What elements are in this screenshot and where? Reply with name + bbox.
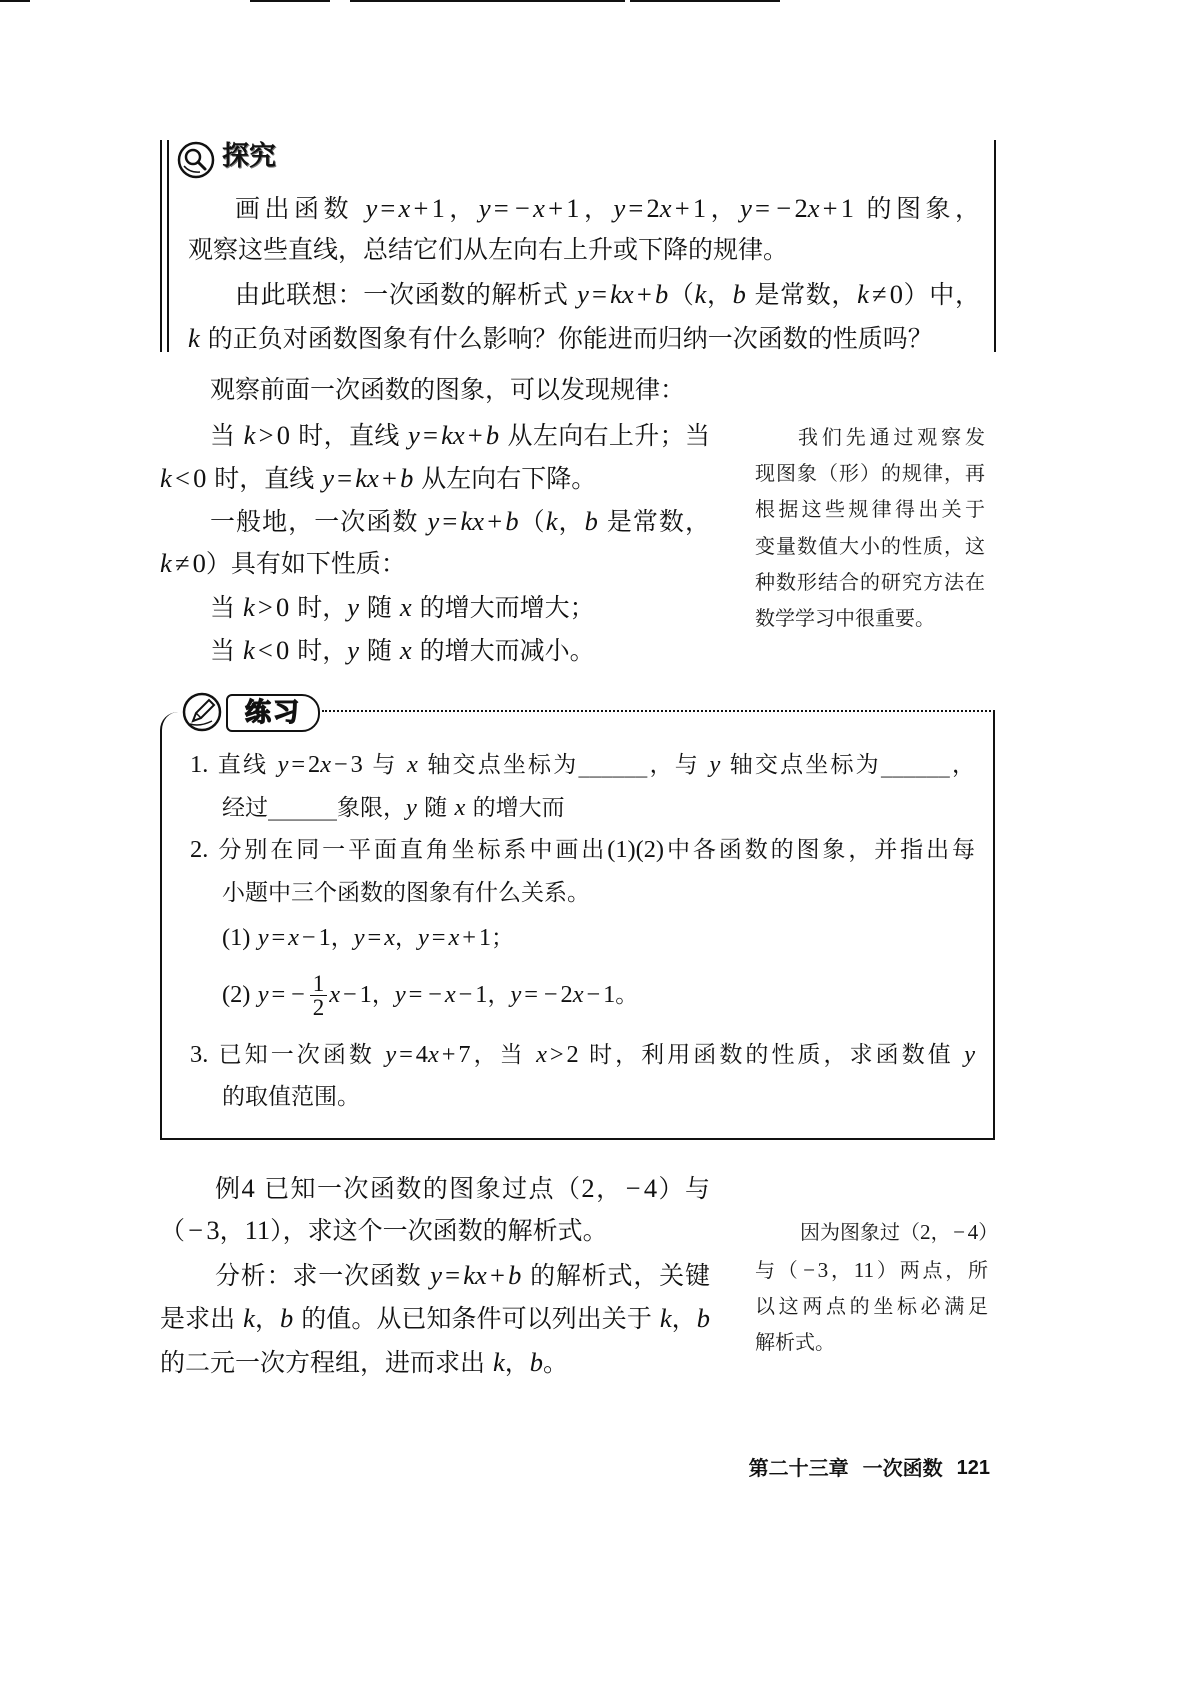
math-operator: + — [487, 506, 503, 536]
math-number: 4 — [643, 1173, 658, 1203]
fraction-numerator: 1 — [312, 971, 325, 996]
body-line: 观察前面一次函数的图象，可以发现规律： — [210, 375, 686, 404]
math-number: 0 — [889, 279, 903, 309]
math-number: 0 — [193, 463, 207, 493]
math-number: (2) — [222, 980, 251, 1008]
margin-note-line: 现图象（形）的规律，再 — [755, 461, 985, 485]
explore-icon — [176, 140, 216, 180]
math-operator: = — [493, 193, 509, 223]
math-operator: = — [291, 751, 306, 778]
property-decreasing: 当 k < 0 时，y 随 x 的增大而减小。 — [210, 635, 595, 665]
math-number: 1 — [475, 980, 488, 1008]
math-variable: y — [385, 1041, 397, 1068]
math-variable: y — [418, 924, 429, 951]
math-variable: b — [584, 506, 598, 536]
math-variable: y — [964, 1041, 976, 1068]
math-variable: x — [320, 751, 332, 778]
math-operator: = — [755, 193, 770, 223]
chapter-label: 第二十三章 — [748, 1456, 849, 1480]
math-operator: − — [543, 980, 558, 1008]
math-variable: kx — [441, 420, 465, 450]
math-number: 11 — [853, 1258, 875, 1282]
math-operator: = — [271, 924, 286, 951]
analysis-line: 的二元一次方程组，进而求出 k，b。 — [160, 1347, 568, 1377]
math-operator: ≠ — [872, 279, 887, 309]
math-variable: b — [529, 1347, 543, 1377]
math-variable: x — [572, 980, 584, 1008]
explore-box-left-rule-inner — [167, 140, 169, 352]
margin-note-line: 种数形结合的研究方法在 — [755, 570, 985, 594]
math-operator: − — [803, 1258, 816, 1282]
math-number: 3 — [350, 751, 363, 778]
exercise-item-2: 2. 分别在同一平面直角坐标系中画出(1)(2)中各函数的图象，并指出每 — [190, 836, 976, 863]
math-variable: b — [485, 420, 500, 450]
math-variable: y — [365, 193, 378, 223]
math-variable: x — [427, 1041, 439, 1068]
math-variable: k — [243, 1303, 255, 1333]
math-number: 0 — [276, 420, 290, 450]
math-operator: − — [301, 924, 316, 951]
math-variable: x — [288, 924, 299, 951]
margin-note-line: 以这两点的坐标必满足 — [755, 1294, 988, 1318]
math-operator: = — [337, 463, 353, 493]
math-number: 1 — [318, 924, 331, 951]
margin-note-line: 数学学习中很重要。 — [755, 606, 935, 630]
math-operator: + — [674, 193, 690, 223]
exercise-item-2-part-1: (1) y = x − 1，y = x，y = x + 1； — [222, 924, 515, 951]
math-number: 3 — [817, 1258, 829, 1282]
math-variable: k — [857, 279, 869, 309]
math-variable: x — [448, 924, 460, 951]
math-variable: kx — [463, 1260, 487, 1290]
math-operator: = — [399, 1041, 413, 1068]
math-operator: + — [548, 193, 564, 223]
math-variable: x — [399, 592, 412, 622]
math-operator: = — [408, 980, 423, 1008]
explore-title: 探究 — [222, 141, 276, 172]
math-variable: x — [407, 751, 418, 778]
math-variable: y — [347, 635, 359, 665]
math-number: (1) — [222, 924, 251, 951]
math-number: 2 — [308, 751, 321, 778]
math-variable: y — [408, 420, 420, 450]
math-variable: y — [277, 751, 289, 778]
math-variable: k — [188, 323, 200, 353]
math-operator: = — [592, 279, 607, 309]
math-operator: + — [467, 420, 483, 450]
page-footer — [749, 1455, 990, 1481]
math-variable: y — [613, 193, 626, 223]
math-variable: y — [394, 980, 406, 1008]
math-variable: b — [400, 463, 414, 493]
math-number: 0 — [276, 635, 290, 665]
math-variable: k — [243, 420, 256, 450]
math-operator: = — [431, 924, 446, 951]
exercise-item-1-cont: 经过______象限，y 随 x 的增大而 — [222, 794, 565, 821]
math-variable: y — [510, 980, 522, 1008]
math-operator: = — [445, 1260, 461, 1290]
math-number: 4 — [415, 1041, 428, 1068]
math-variable: x — [384, 924, 396, 951]
math-operator: + — [462, 924, 476, 951]
math-variable: y — [322, 463, 334, 493]
exercise-item-2-cont: 小题中三个函数的图象有什么关系。 — [222, 880, 590, 906]
math-number: 2 — [566, 1041, 579, 1068]
math-variable: x — [536, 1041, 547, 1068]
math-number: 2. — [190, 836, 209, 863]
math-number: 2 — [646, 193, 660, 223]
scan-artifact-line — [350, 0, 625, 2]
math-variable: kx — [355, 463, 379, 493]
part-2-suffix: x − 1，y = − x − 1，y = − 2x − 1。 — [329, 980, 639, 1008]
math-operator: = — [524, 980, 538, 1008]
math-operator: − — [586, 980, 601, 1008]
math-variable: kx — [460, 506, 485, 536]
math-number: 4 — [241, 1173, 255, 1203]
math-operator: = — [442, 506, 458, 536]
scan-artifact-line — [630, 0, 780, 2]
margin-note-line: 解析式。 — [755, 1330, 835, 1354]
math-variable: b — [508, 1260, 522, 1290]
math-operator: > — [549, 1041, 564, 1068]
math-operator: + — [490, 1260, 505, 1290]
part-2-prefix — [222, 982, 308, 1008]
math-operator: − — [333, 751, 348, 778]
math-variable: x — [399, 635, 412, 665]
math-operator: > — [257, 592, 273, 622]
math-variable: y — [430, 1260, 442, 1290]
math-operator: > — [258, 420, 274, 450]
math-operator: + — [822, 193, 838, 223]
margin-note-line: 变量数值大小的性质，这 — [755, 534, 985, 558]
explore-box-left-rule — [160, 140, 162, 352]
math-variable: y — [577, 279, 589, 309]
math-number: 2 — [920, 1220, 931, 1244]
math-number: (1)(2) — [607, 836, 665, 863]
margin-note-line: 与（ − 3，11）两点，所 — [755, 1258, 989, 1282]
analysis-line: 分析：求一次函数 y = kx + b 的解析式，关键 — [215, 1260, 710, 1290]
example-line: 例4 已知一次函数的图象过点（2， − 4）与 — [215, 1173, 710, 1203]
math-variable: k — [659, 1303, 672, 1333]
explore-line: 画出函数 y = x + 1，y = − x + 1，y = 2x + 1，y = − 2x + 1 的图象， — [235, 193, 980, 223]
math-operator: − — [188, 1215, 204, 1245]
math-operator: − — [953, 1220, 966, 1244]
math-operator: = — [271, 980, 286, 1008]
property-increasing: 当 k > 0 时，y 随 x 的增大而增大； — [210, 592, 595, 622]
math-variable: y — [353, 924, 365, 951]
body-line: 一般地，一次函数 y = kx + b（k，b 是常数， — [210, 506, 710, 536]
math-variable: y — [740, 193, 752, 223]
margin-note-line: 我们先通过观察发 — [798, 425, 985, 449]
math-variable: y — [347, 592, 359, 622]
math-variable: k — [545, 506, 558, 536]
math-variable: b — [505, 506, 519, 536]
body-line: 当 k > 0 时，直线 y = kx + b 从左向右上升；当 — [210, 420, 710, 450]
math-variable: y — [709, 751, 721, 778]
math-operator: − — [343, 980, 357, 1008]
math-variable: kx — [610, 279, 634, 309]
math-variable: b — [696, 1303, 710, 1333]
math-operator: + — [441, 1041, 456, 1068]
math-variable: y — [257, 924, 269, 951]
math-number: 0 — [192, 548, 206, 578]
math-operator: − — [428, 980, 442, 1008]
math-variable: x — [398, 193, 411, 223]
math-operator: < — [257, 635, 273, 665]
body-line: k < 0 时，直线 y = kx + b 从左向右下降。 — [160, 463, 597, 493]
math-variable: k — [242, 635, 255, 665]
math-variable: y — [478, 193, 491, 223]
math-variable: y — [257, 980, 269, 1008]
exercise-item-3-cont: 的取值范围。 — [222, 1084, 360, 1110]
math-variable: x — [329, 980, 341, 1008]
math-variable: x — [659, 193, 672, 223]
math-operator: = — [628, 193, 644, 223]
math-variable: k — [492, 1347, 505, 1377]
math-number: 1 — [431, 193, 445, 223]
math-number: 1 — [478, 924, 492, 951]
explore-line: 观察这些直线，总结它们从左向右上升或下降的规律。 — [188, 235, 789, 264]
math-number: 1 — [359, 980, 372, 1008]
math-variable: b — [732, 279, 746, 309]
math-variable: b — [654, 279, 669, 309]
math-number: 1 — [566, 193, 580, 223]
math-operator: − — [515, 193, 530, 223]
fraction-one-half — [310, 972, 328, 1019]
math-operator: − — [625, 1173, 641, 1203]
analysis-line: 是求出 k，b 的值。从已知条件可以列出关于 k，b — [160, 1303, 710, 1333]
chapter-title: 一次函数 — [862, 1456, 943, 1480]
math-operator: = — [422, 420, 438, 450]
math-number: 1 — [692, 193, 707, 223]
body-line: k ≠ 0）具有如下性质： — [160, 548, 406, 578]
math-number: 1 — [603, 980, 616, 1008]
exercise-title: 练习 — [226, 694, 320, 732]
exercise-header-rule — [322, 710, 995, 712]
math-operator: + — [381, 463, 397, 493]
math-variable: y — [406, 794, 417, 821]
fraction-denominator: 2 — [310, 995, 328, 1019]
math-number: 0 — [276, 592, 290, 622]
math-variable: k — [160, 463, 172, 493]
page-number: 121 — [956, 1457, 990, 1479]
math-operator: − — [291, 980, 305, 1008]
margin-note-line: 根据这些规律得出关于 — [755, 497, 985, 521]
math-variable: y — [427, 506, 440, 536]
exercise-item-2-part-2 — [222, 972, 638, 1019]
math-variable: x — [444, 980, 456, 1008]
exercise-item-1: 1. 直线 y = 2x − 3 与 x 轴交点坐标为______，与 y 轴交点坐标为______， — [190, 751, 976, 778]
scan-artifact-line — [250, 0, 330, 2]
math-number: 11 — [244, 1215, 271, 1245]
math-operator: + — [413, 193, 429, 223]
math-number: 3. — [190, 1041, 209, 1068]
math-number: 2 — [794, 193, 808, 223]
explore-line: k 的正负对函数图象有什么影响？你能进而归纳一次函数的性质吗？ — [188, 323, 933, 353]
pencil-icon — [180, 691, 224, 733]
math-operator: < — [174, 463, 190, 493]
math-number: 2 — [581, 1173, 595, 1203]
math-number: 7 — [458, 1041, 471, 1068]
math-operator: ≠ — [174, 548, 190, 578]
math-number: 4 — [967, 1220, 979, 1244]
example-line: （ − 3，11），求这个一次函数的解析式。 — [160, 1215, 608, 1245]
math-number: 1. — [190, 751, 209, 778]
explore-line: 由此联想：一次函数的解析式 y = kx + b（k，b 是常数，k ≠ 0）中， — [235, 279, 980, 309]
math-number: 2 — [560, 980, 573, 1008]
math-variable: k — [160, 548, 172, 578]
math-variable: k — [694, 279, 707, 309]
math-operator: − — [458, 980, 473, 1008]
math-operator: − — [776, 193, 792, 223]
scan-artifact-line — [0, 0, 30, 2]
math-variable: x — [454, 794, 466, 821]
math-variable: x — [533, 193, 545, 223]
math-variable: x — [807, 193, 820, 223]
math-operator: = — [380, 193, 396, 223]
math-number: 1 — [840, 193, 855, 223]
math-variable: k — [242, 592, 255, 622]
exercise-item-3: 3. 已知一次函数 y = 4x + 7，当 x > 2 时，利用函数的性质，求函数值 y — [190, 1041, 976, 1068]
math-operator: = — [367, 924, 382, 951]
explore-box-right-rule — [994, 140, 996, 352]
math-operator: + — [636, 279, 652, 309]
math-number: 3 — [206, 1215, 220, 1245]
math-variable: b — [280, 1303, 294, 1333]
margin-note-line: 因为图象过（2， − 4） — [800, 1220, 999, 1244]
